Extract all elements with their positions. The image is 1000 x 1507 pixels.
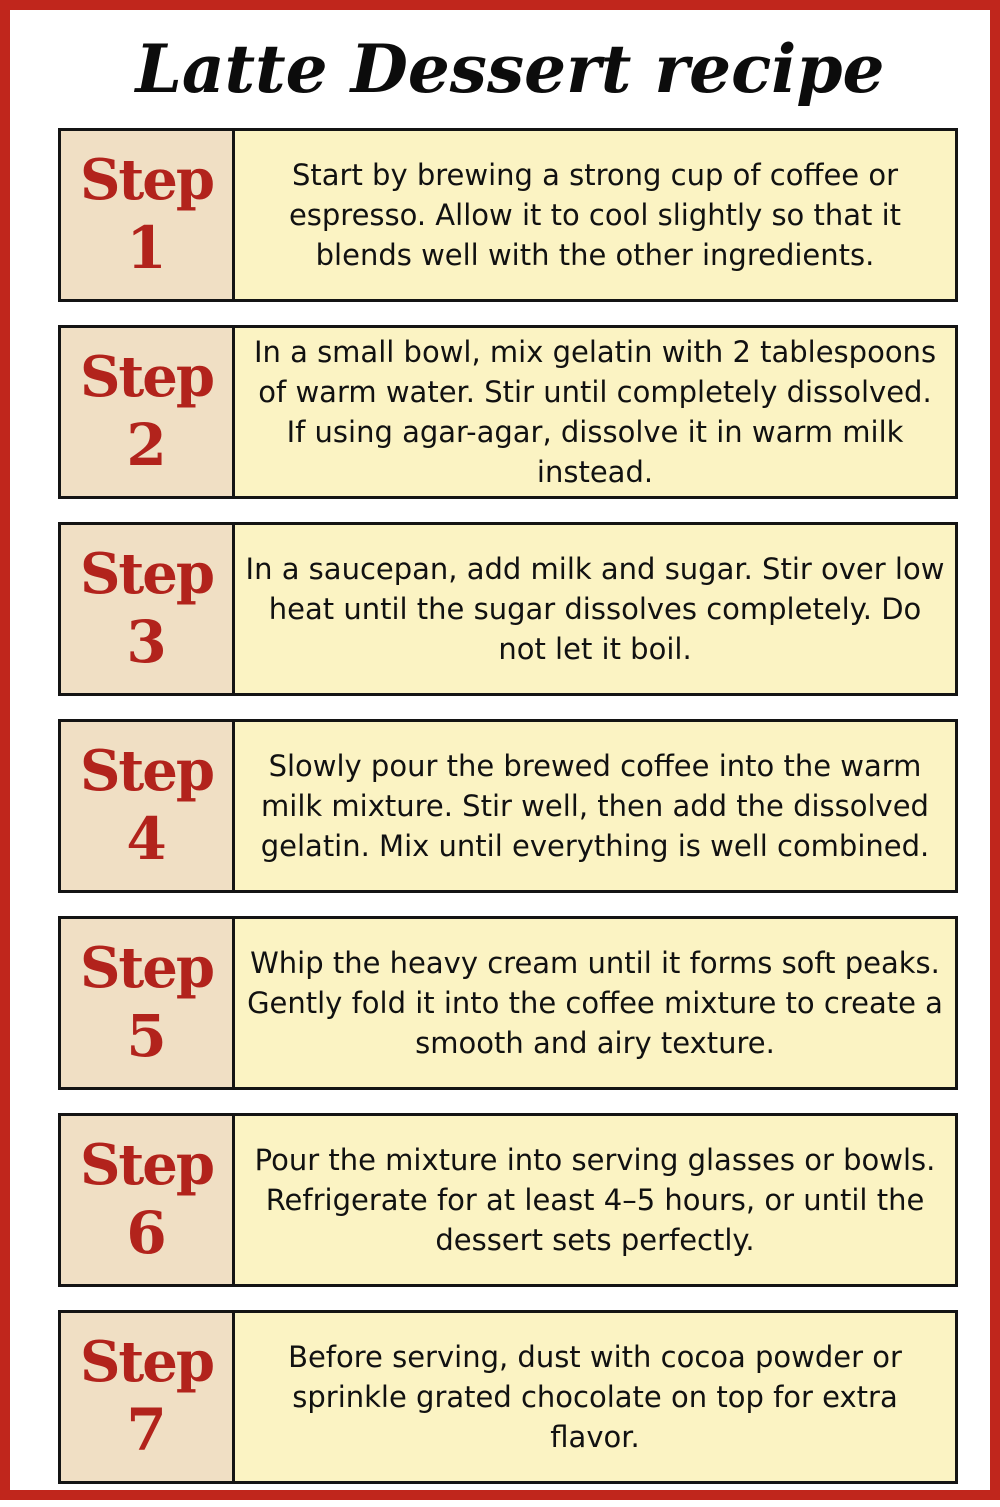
step-row-3 [58, 522, 958, 696]
step-instruction: Start by brewing a strong cup of coffee or espresso. Allow it to cool slightly so that it blends well with the other ingredients. [288, 158, 902, 272]
step-instruction: Before serving, dust with cocoa powder or sprinkle grated chocolate on top for extra flavor. [288, 1340, 902, 1454]
step-row-7 [58, 1310, 958, 1484]
step-word: Step [79, 1132, 214, 1198]
step-word: Step [79, 344, 214, 410]
step-label [61, 525, 235, 693]
step-word: Step [79, 147, 214, 213]
step-word: Step [79, 738, 214, 804]
step-instruction: In a saucepan, add milk and sugar. Stir over low heat until the sugar dissolves completely. Do not let it boil. [245, 552, 945, 666]
step-number: 4 [126, 805, 167, 873]
step-row-6 [58, 1113, 958, 1287]
step-number: 7 [126, 1396, 167, 1464]
step-number: 6 [126, 1199, 167, 1267]
step-instruction: In a small bowl, mix gelatin with 2 tablespoons of warm water. Stir until completely dissolved. If using agar-agar, dissolve it in warm milk instead. [253, 335, 937, 489]
step-row-4 [58, 719, 958, 893]
step-label [61, 1116, 235, 1284]
step-word: Step [79, 541, 214, 607]
step-instruction: Pour the mixture into serving glasses or bowls. Refrigerate for at least 4–5 hours, or until the dessert sets perfectly. [254, 1143, 936, 1257]
step-label [61, 328, 235, 496]
step-label [61, 1313, 235, 1481]
step-row-2 [58, 325, 958, 499]
step-number: 5 [126, 1002, 167, 1070]
step-row-5 [58, 916, 958, 1090]
step-number: 2 [126, 411, 167, 479]
step-label [61, 919, 235, 1087]
step-number: 1 [126, 214, 167, 282]
page-title: Latte Dessert recipe [135, 30, 885, 108]
step-word: Step [79, 935, 214, 1001]
step-row-1 [58, 128, 958, 302]
steps-list [58, 128, 958, 1507]
step-number: 3 [126, 608, 167, 676]
step-instruction: Slowly pour the brewed coffee into the warm milk mixture. Stir well, then add the dissolved gelatin. Mix until everything is well combined. [260, 749, 930, 863]
step-label [61, 131, 235, 299]
step-word: Step [79, 1329, 214, 1395]
step-instruction: Whip the heavy cream until it forms soft peaks. Gently fold it into the coffee mixture to create a smooth and airy texture. [247, 946, 943, 1060]
step-label [61, 722, 235, 890]
